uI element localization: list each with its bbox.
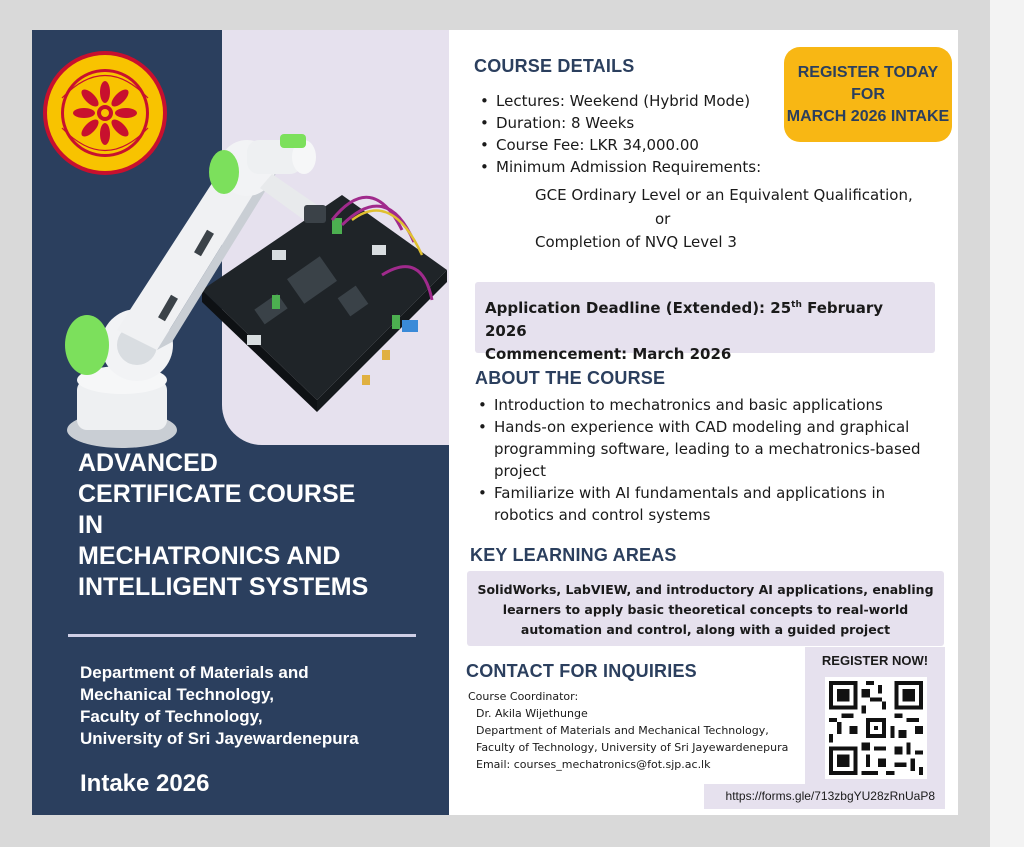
deadline-box (475, 282, 935, 363)
commencement-line: Commencement: March 2026 (485, 345, 732, 363)
robot-arm-circuit-board-icon (42, 100, 447, 460)
department-line: Department of Materials and (80, 663, 309, 682)
requirement-line: or (655, 210, 671, 228)
intake-label: Intake 2026 (80, 770, 210, 797)
department-line: University of Sri Jayewardenepura (80, 729, 359, 748)
list-item: • Minimum Admission Requirements: (476, 156, 786, 178)
contact-name: Dr. Akila Wijethunge (476, 707, 588, 720)
title-line: ADVANCED (78, 449, 218, 477)
register-now-label: REGISTER NOW! (821, 653, 929, 668)
requirement-line: GCE Ordinary Level or an Equivalent Qualification, (535, 186, 913, 204)
list-item: • Familiarize with AI fundamentals and applications in robotics and control systems (474, 482, 949, 526)
list-item: • Duration: 8 Weeks (476, 112, 786, 134)
title-line: MECHATRONICS AND (78, 542, 341, 570)
registration-link[interactable]: https://forms.gle/713zbgYU28zRnUaP8 (704, 784, 945, 809)
qr-panel (805, 647, 945, 785)
badge-line: MARCH 2026 INTAKE (786, 108, 950, 125)
contact-email[interactable]: Email: courses_mechatronics@fot.sjp.ac.lk (476, 758, 711, 771)
badge-line: FOR (851, 86, 885, 103)
list-item: • Lectures: Weekend (Hybrid Mode) (476, 90, 786, 112)
deadline-line (485, 294, 925, 343)
key-learning-box (467, 571, 944, 646)
register-today-badge (784, 47, 952, 142)
contact-department: Department of Materials and Mechanical Technology, (476, 724, 769, 737)
list-item: • Introduction to mechatronics and basic applications (474, 394, 949, 416)
requirement-line: Completion of NVQ Level 3 (535, 233, 737, 251)
department-line: Faculty of Technology, (80, 707, 263, 726)
about-heading: ABOUT THE COURSE (475, 368, 666, 388)
title-line: INTELLIGENT SYSTEMS (78, 573, 369, 601)
contact-faculty: Faculty of Technology, University of Sri Jayewardenepura (476, 741, 789, 754)
title-divider (68, 634, 416, 637)
course-poster (32, 30, 958, 815)
key-learning-heading: KEY LEARNING AREAS (470, 545, 677, 565)
deadline-ordinal: th (791, 300, 802, 310)
list-item: • Hands-on experience with CAD modeling and graphical programming software, leading to a mechatronics-based project (474, 416, 949, 482)
deadline-text: Application Deadline (Extended): 25 (485, 299, 792, 317)
badge-line: REGISTER TODAY (797, 64, 939, 81)
contact-heading: CONTACT FOR INQUIRIES (466, 661, 697, 681)
title-line: CERTIFICATE COURSE (78, 480, 356, 508)
contact-role: Course Coordinator: (468, 690, 579, 703)
deadline-month: February 2026 (485, 299, 884, 340)
about-list (474, 394, 949, 526)
department-line: Mechanical Technology, (80, 685, 274, 704)
course-details-heading: COURSE DETAILS (474, 56, 635, 76)
department-name (80, 662, 440, 750)
list-item: • Course Fee: LKR 34,000.00 (476, 134, 786, 156)
key-learning-text: SolidWorks, LabVIEW, and introductory AI applications, enabling learners to apply basic theoretical concepts to real-world automation and control, along with a guided project (477, 582, 934, 637)
contact-details (468, 688, 813, 773)
course-title (78, 448, 438, 603)
page-edge-strip (990, 0, 1024, 847)
course-details-list (476, 90, 786, 178)
title-line: IN (78, 511, 103, 539)
qr-code-icon[interactable] (825, 677, 927, 779)
